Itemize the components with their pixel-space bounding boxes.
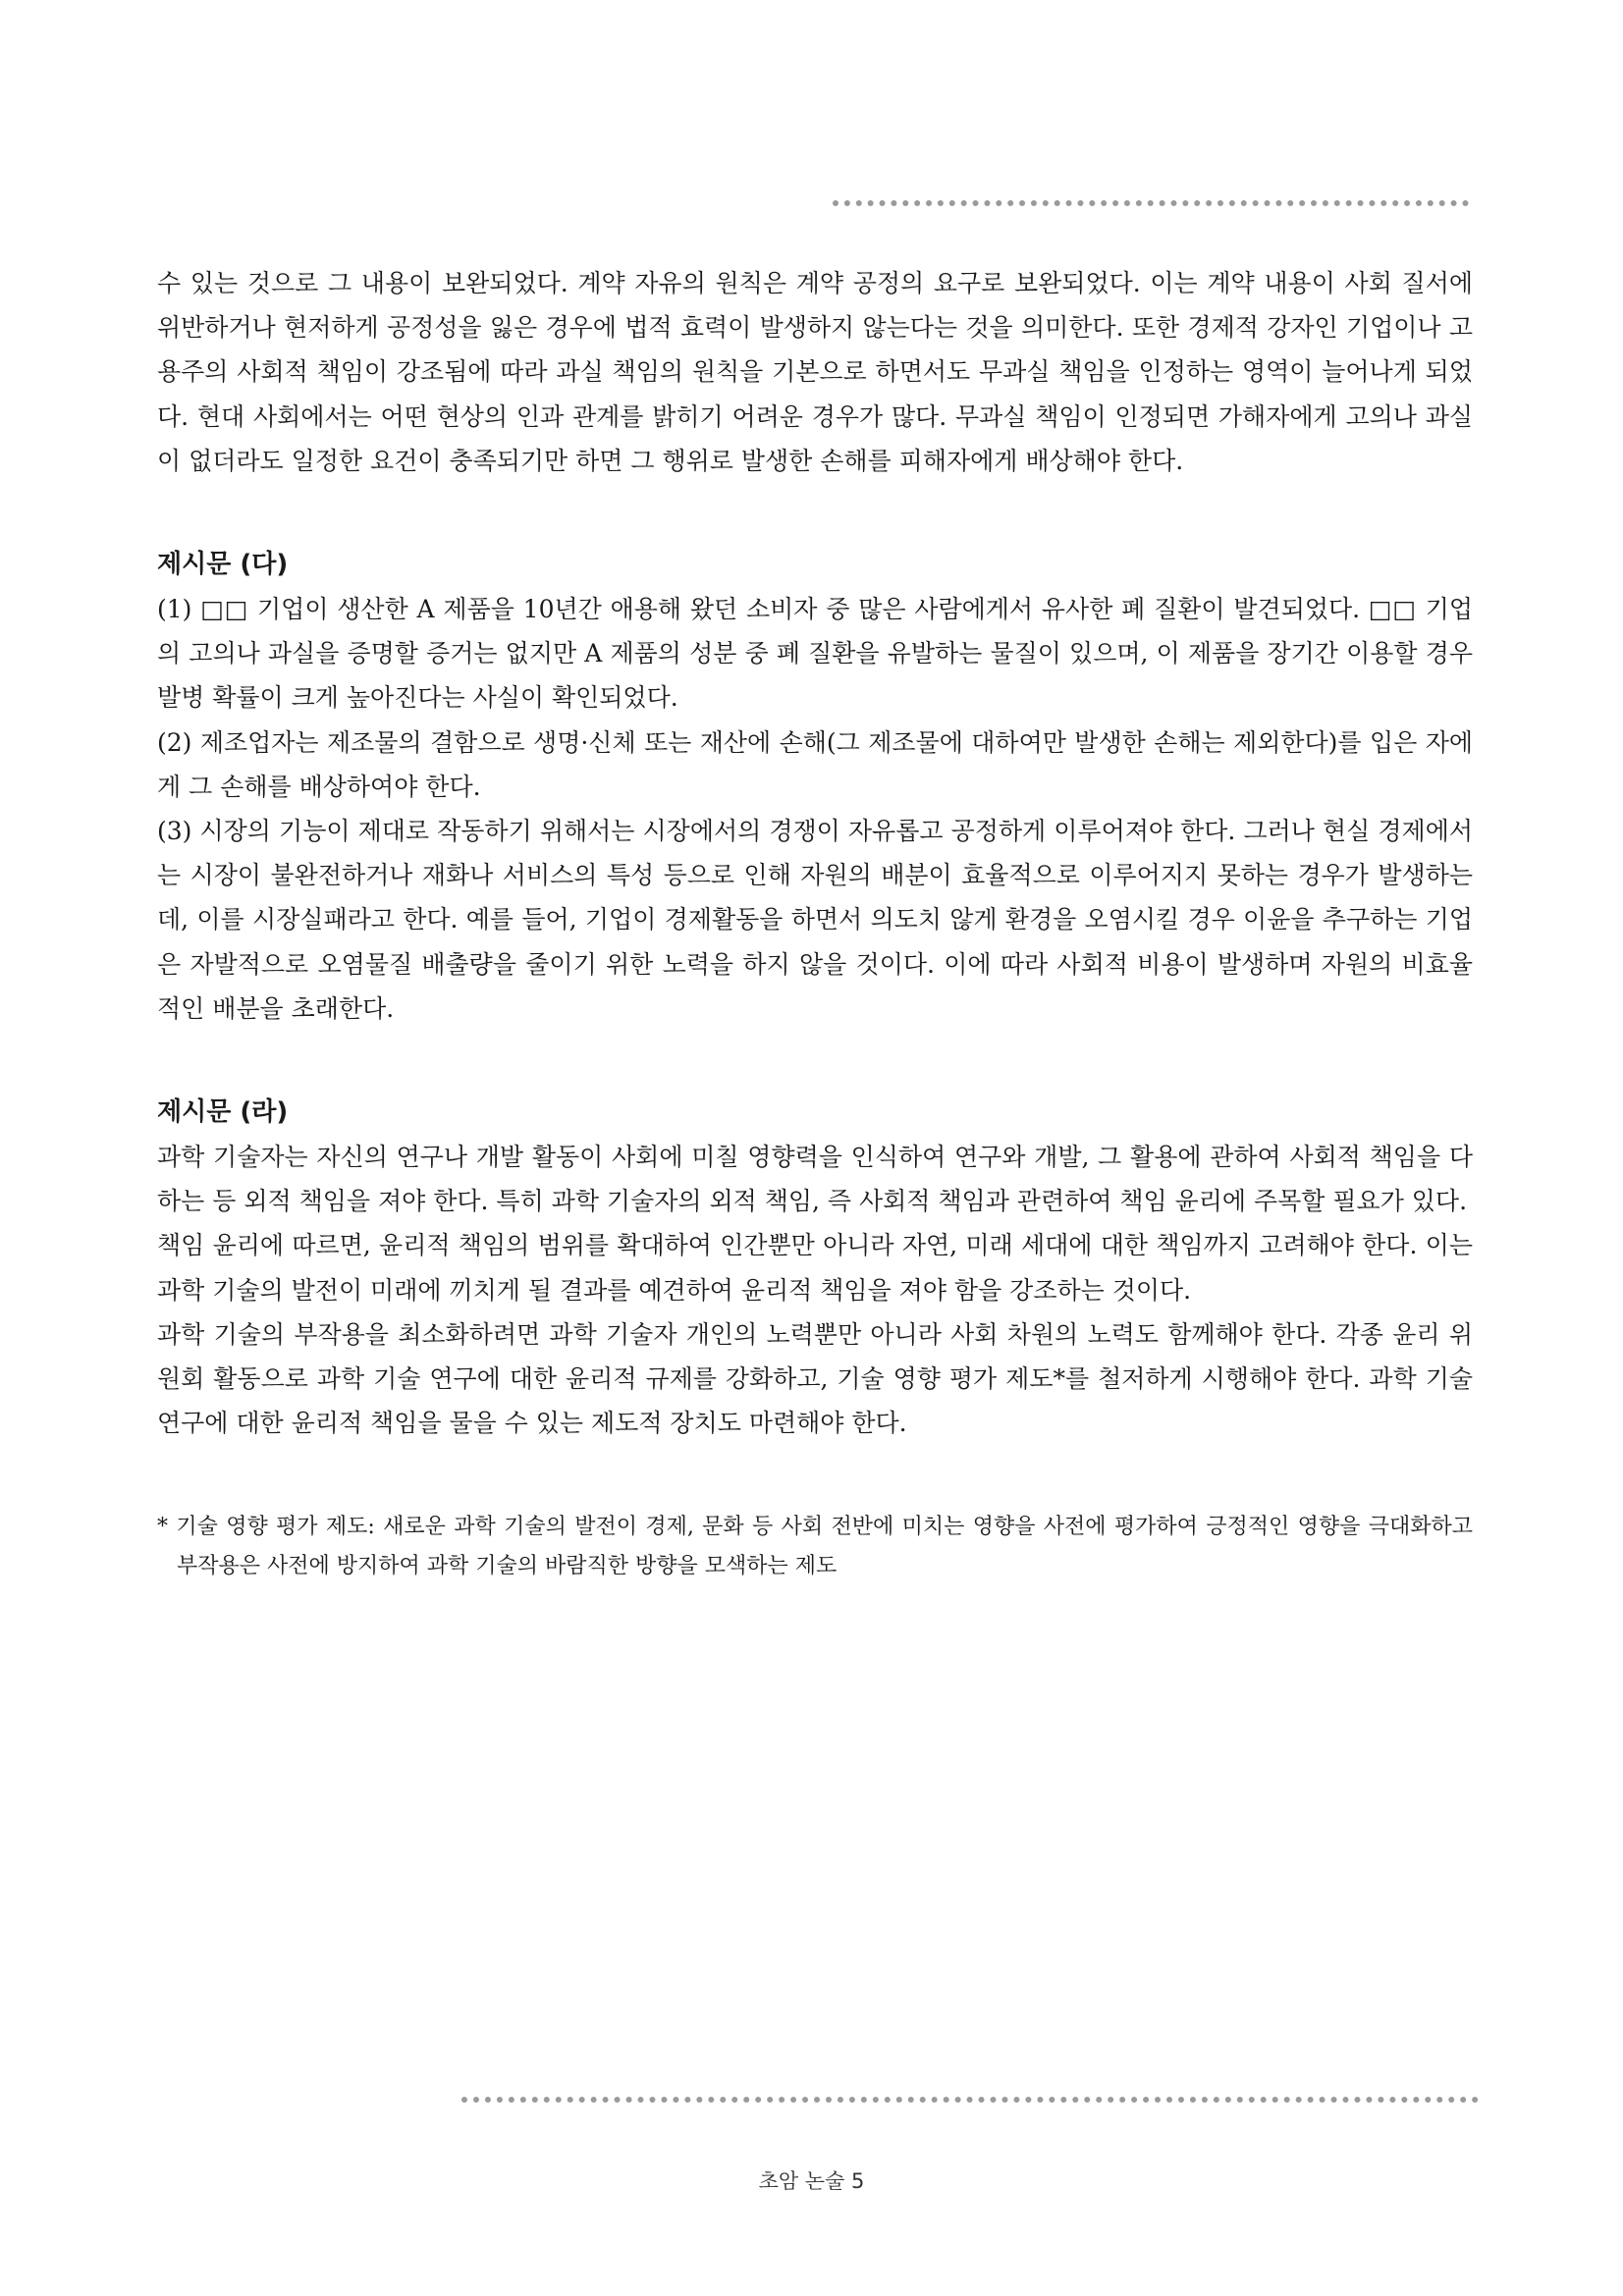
bottom-dotted-rule (461, 2097, 1479, 2103)
section-ra (157, 1090, 1473, 1445)
document-body (157, 261, 1473, 1586)
section-da-item-1: (1) □□ 기업이 생산한 A 제품을 10년간 애용해 왔던 소비자 중 많은 사람에게서 유사한 폐 질환이 발견되었다. □□ 기업의 고의나 과실을 증명할 증거는 없지만 A 제품의 성분 중 폐 질환을 유발하는 물질이 있으며, 이 제품을 장기간 이용할 경우 발병 확률이 크게 높아진다는 사실이 확인되었다. (157, 595, 1473, 713)
section-da (157, 542, 1473, 1031)
section-ra-paragraph-1: 과학 기술자는 자신의 연구나 개발 활동이 사회에 미칠 영향력을 인식하여 연구와 개발, 그 활용에 관하여 사회적 책임을 다하는 등 외적 책임을 져야 한다. 특히 과학 기술자의 외적 책임, 즉 사회적 책임과 관련하여 책임 윤리에 주목할 필요가 있다. (157, 1143, 1473, 1216)
footnote: * 기술 영향 평가 제도: 새로운 과학 기술의 발전이 경제, 문화 등 사회 전반에 미치는 영향을 사전에 평가하여 긍정적인 영향을 극대화하고 부작용은 사전에 방지하여 과학 기술의 바람직한 방향을 모색하는 제도 (157, 1515, 1473, 1579)
section-da-item-3: (3) 시장의 기능이 제대로 작동하기 위해서는 시장에서의 경쟁이 자유롭고 공정하게 이루어져야 한다. 그러나 현실 경제에서는 시장이 불완전하거나 재화나 서비스의 특성 등으로 인해 자원의 배분이 효율적으로 이루어지지 못하는 경우가 발생하는데, 이를 시장실패라고 한다. 예를 들어, 기업이 경제활동을 하면서 의도치 않게 환경을 오염시킬 경우 이윤을 추구하는 기업은 자발적으로 오염물질 배출량을 줄이기 위한 노력을 하지 않을 것이다. 이에 따라 사회적 비용이 발생하며 자원의 비효율적인 배분을 초래한다. (157, 817, 1473, 1023)
section-da-title: 제시문 (다) (157, 550, 289, 580)
section-ra-paragraph-3: 과학 기술의 부작용을 최소화하려면 과학 기술자 개인의 노력뿐만 아니라 사회 차원의 노력도 함께해야 한다. 각종 윤리 위원회 활동으로 과학 기술 연구에 대한 윤리적 규제를 강화하고, 기술 영향 평가 제도*를 철저하게 시행해야 한다. 과학 기술 연구에 대한 윤리적 책임을 물을 수 있는 제도적 장치도 마련해야 한다. (157, 1319, 1473, 1438)
section-da-item-2: (2) 제조업자는 제조물의 결함으로 생명·신체 또는 재산에 손해(그 제조물에 대하여만 발생한 손해는 제외한다)를 입은 자에게 그 손해를 배상하여야 한다. (157, 727, 1473, 801)
section-ra-title: 제시문 (라) (157, 1097, 289, 1128)
top-dotted-rule (833, 200, 1469, 206)
section-ra-paragraph-2: 책임 윤리에 따르면, 윤리적 책임의 범위를 확대하여 인간뿐만 아니라 자연, 미래 세대에 대한 책임까지 고려해야 한다. 이는 과학 기술의 발전이 미래에 끼치게 될 결과를 예견하여 윤리적 책임을 져야 함을 강조하는 것이다. (157, 1231, 1473, 1305)
page-footer: 초암 논술 5 (758, 2169, 865, 2193)
intro-paragraph: 수 있는 것으로 그 내용이 보완되었다. 계약 자유의 원칙은 계약 공정의 요구로 보완되었다. 이는 계약 내용이 사회 질서에 위반하거나 현저하게 공정성을 잃은 경우에 법적 효력이 발생하지 않는다는 것을 의미한다. 또한 경제적 강자인 기업이나 고용주의 사회적 책임이 강조됨에 따라 과실 책임의 원칙을 기본으로 하면서도 무과실 책임을 인정하는 영역이 늘어나게 되었다. 현대 사회에서는 어떤 현상의 인과 관계를 밝히기 어려운 경우가 많다. 무과실 책임이 인정되면 가해자에게 고의나 과실이 없더라도 일정한 요건이 충족되기만 하면 그 행위로 발생한 손해를 피해자에게 배상해야 한다. (157, 269, 1473, 475)
